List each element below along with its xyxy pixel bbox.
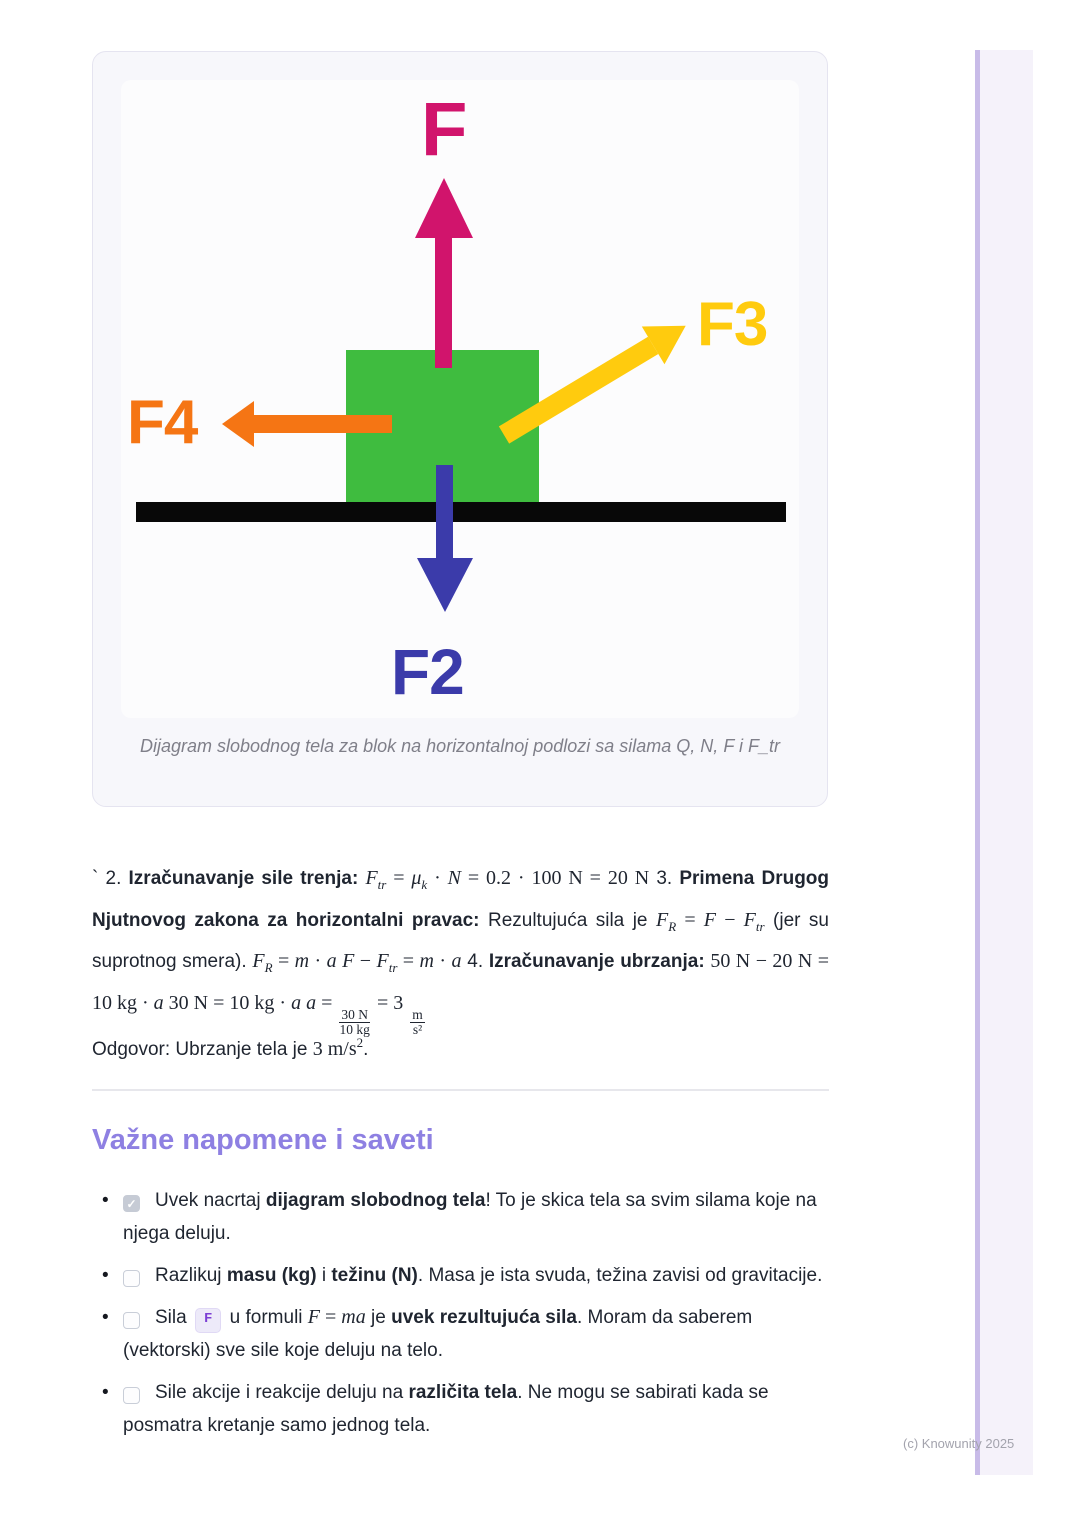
text-segment: Sila xyxy=(155,1307,192,1328)
checkbox-checked-icon[interactable]: ✓ xyxy=(123,1195,140,1212)
text-segment: 2. xyxy=(105,868,129,889)
math-fraction: $\frac{m}{\text{s²}}$ xyxy=(412,1006,423,1038)
text-segment: a xyxy=(153,991,164,1014)
text-segment: k xyxy=(421,877,428,892)
section-heading: Važne napomene i saveti xyxy=(92,1124,434,1156)
text-segment: tr xyxy=(388,960,398,975)
text-segment: = xyxy=(397,950,420,972)
bullet-icon: • xyxy=(102,1382,109,1403)
solution-text xyxy=(92,861,829,1038)
text-segment: · xyxy=(309,950,327,972)
inline-code-chip: F xyxy=(195,1308,221,1333)
note-item xyxy=(92,1301,837,1367)
text-segment: Razlikuj xyxy=(155,1265,227,1286)
text-segment: i xyxy=(316,1265,332,1286)
section-divider xyxy=(92,1089,829,1091)
note-body xyxy=(123,1184,837,1250)
note-item xyxy=(92,1259,837,1292)
text-segment: masu (kg) xyxy=(226,1265,317,1286)
text-segment: = xyxy=(676,908,704,931)
text-segment: (jer su suprotnog smera). xyxy=(92,909,830,972)
text-segment: dijagram slobodnog tela xyxy=(265,1190,486,1211)
checkbox-unchecked-icon[interactable] xyxy=(123,1312,140,1329)
text-segment: N xyxy=(447,867,461,889)
text-segment: μ xyxy=(411,867,422,889)
text-segment: uvek rezultujuća sila xyxy=(391,1307,577,1328)
text-segment: tr xyxy=(755,918,765,934)
text-segment: = 3 xyxy=(371,991,409,1014)
force-arrow-f4-shaft xyxy=(252,415,392,433)
text-segment: Uvek nacrtaj xyxy=(155,1190,266,1211)
text-segment: F xyxy=(365,867,378,889)
note-body xyxy=(123,1259,837,1292)
text-segment: 2 xyxy=(356,1035,364,1050)
bullet-icon: • xyxy=(102,1265,109,1286)
note-body xyxy=(123,1376,837,1442)
checkbox-unchecked-icon[interactable] xyxy=(123,1270,140,1287)
force-label-f4: F4 xyxy=(127,388,198,457)
text-segment: F xyxy=(655,908,669,931)
figure-caption: Dijagram slobodnog tela za blok na horizontalnoj podlozi sa silama Q, N, F i F_tr xyxy=(140,736,780,756)
text-segment: Odgovor: Ubrzanje tela je xyxy=(92,1039,313,1060)
text-segment: ! To je skica tela sa svim silama koje na njega deluju. xyxy=(123,1190,817,1244)
text-segment: 3. xyxy=(649,868,680,889)
text-segment: Izračunavanje sile trenja: xyxy=(128,868,366,889)
force-arrow-f2-head xyxy=(417,558,473,612)
force-arrow-f-shaft xyxy=(435,236,452,368)
math-fraction: $\frac{30 N}{10 kg}$ xyxy=(339,1006,370,1038)
text-segment: R xyxy=(668,918,677,934)
text-segment: je xyxy=(365,1307,392,1328)
text-segment: · xyxy=(427,867,448,889)
text-segment: 50 N − 20 N = 10 kg · xyxy=(92,950,830,1014)
text-segment: · xyxy=(433,950,452,972)
text-segment: = xyxy=(320,1306,342,1328)
text-segment: . Masa je ista svuda, težina zavisi od gravitacije. xyxy=(417,1265,823,1286)
text-segment: a xyxy=(291,991,302,1014)
note-item xyxy=(92,1184,837,1250)
text-segment: − xyxy=(716,908,744,931)
notes-list xyxy=(92,1184,837,1451)
text-segment: m xyxy=(419,950,434,972)
text-segment: Izračunavanje ubrzanja: xyxy=(488,951,711,972)
text-segment: . xyxy=(363,1039,369,1060)
text-segment: ma xyxy=(341,1306,366,1328)
answer-text xyxy=(92,1026,829,1066)
text-segment: Sile akcije i reakcije deluju na xyxy=(155,1382,409,1403)
force-label-f2: F2 xyxy=(391,636,464,708)
text-segment: m xyxy=(294,950,310,972)
text-segment: Rezultujuća sila je xyxy=(487,909,656,931)
text-segment: tr xyxy=(377,877,387,892)
note-item xyxy=(92,1376,837,1442)
text-segment: ` xyxy=(92,868,106,889)
figure-card xyxy=(92,51,828,807)
text-segment: 3 m/s xyxy=(312,1038,357,1060)
force-arrow-f-head xyxy=(415,178,473,238)
text-segment: . Moram da saberem (vektorski) sve sile koje deluju na telo. xyxy=(123,1307,753,1361)
text-segment: = xyxy=(272,950,295,972)
text-segment: težinu (N) xyxy=(331,1265,418,1286)
text-segment: = 0.2 · 100 N = 20 N xyxy=(460,867,650,889)
text-segment: = xyxy=(316,991,338,1014)
text-segment: F xyxy=(743,908,756,931)
text-segment: a xyxy=(451,950,462,972)
text-segment: F xyxy=(342,950,355,972)
text-segment: F xyxy=(307,1306,321,1328)
text-segment: F xyxy=(252,950,265,972)
text-segment: 4. xyxy=(461,951,489,972)
force-arrow-f4-head xyxy=(222,401,254,447)
text-segment: 30 N = 10 kg · xyxy=(163,991,292,1014)
note-body xyxy=(123,1301,837,1367)
page-side-rail xyxy=(975,50,1033,1475)
text-segment: F xyxy=(376,950,389,972)
text-segment: F xyxy=(703,908,717,931)
text-segment: R xyxy=(264,960,273,975)
text-segment: Primena Drugog Njutnovog zakona za horizontalni pravac: xyxy=(92,868,830,931)
text-segment: različita tela xyxy=(408,1382,518,1403)
text-segment: a xyxy=(326,950,337,972)
bullet-icon: • xyxy=(102,1190,109,1211)
force-label-f3: F3 xyxy=(697,290,768,359)
text-segment: u formuli xyxy=(224,1307,308,1328)
text-segment: − xyxy=(354,950,377,972)
force-label-f: F xyxy=(421,87,467,172)
text-segment: = xyxy=(386,867,412,889)
ground-line xyxy=(136,502,786,522)
copyright-text: (c) Knowunity 2025 xyxy=(903,1436,1015,1451)
free-body-diagram xyxy=(121,80,799,718)
text-segment: a xyxy=(306,991,317,1014)
checkbox-unchecked-icon[interactable] xyxy=(123,1387,140,1404)
force-arrow-f2-shaft xyxy=(436,465,453,560)
bullet-icon: • xyxy=(102,1307,109,1328)
text-segment: . Ne mogu se sabirati kada se posmatra kretanje samo jednog tela. xyxy=(123,1382,769,1436)
